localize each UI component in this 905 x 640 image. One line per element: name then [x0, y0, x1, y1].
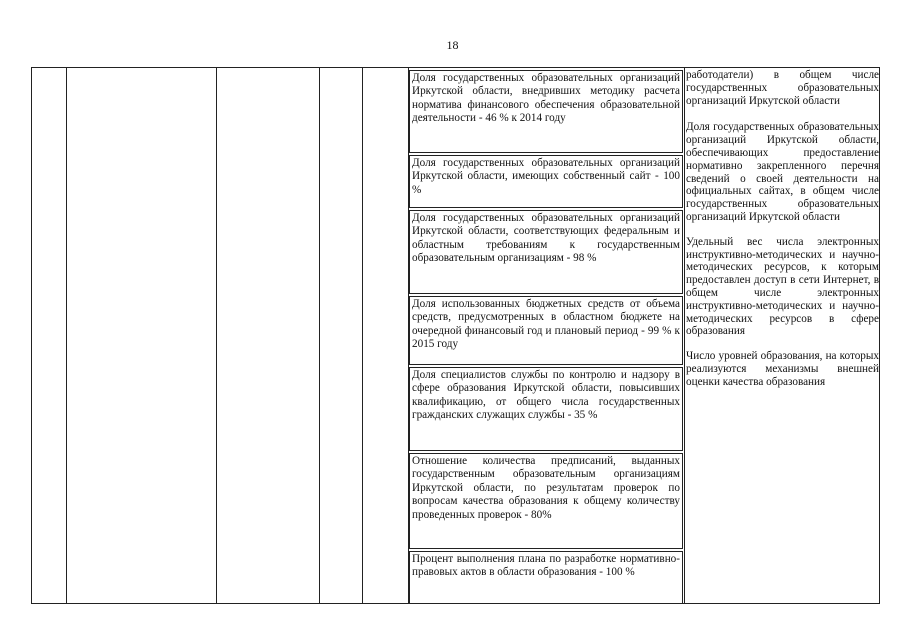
indicator-cell-1: Доля государственных образовательных организаций Иркутской области, внедривших методику расчета норматива финансового обеспечения образовательной деятельности - 46 % к 2014 году: [409, 70, 683, 153]
description-text-1: работодатели) в общем числе государственных образовательных организаций Иркутской области: [686, 69, 879, 107]
description-text-4: Число уровней образования, на которых реализуются механизмы внешней оценки качества образования: [686, 350, 879, 388]
page-number: 18: [446, 38, 459, 52]
indicator-cell-6: Отношение количества предписаний, выданных государственным образовательным организациям Иркутской области, по результатам проверок по вопросам качества образования к общему количеству проведенных проверок - 80%: [409, 453, 683, 549]
indicator-cell-4: Доля использованных бюджетных средств от объема средств, предусмотренных в областном бюджете на очередной финансовый год и плановый период - 99 % к 2015 году: [409, 296, 683, 365]
indicator-cell-2: Доля государственных образовательных организаций Иркутской области, имеющих собственный сайт - 100 %: [409, 155, 683, 208]
column-divider: [216, 67, 217, 604]
indicator-descriptions: [686, 69, 879, 401]
indicator-cell-5: Доля специалистов службы по контролю и надзору в сфере образования Иркутской области, повысивших квалификацию, от общего числа государственных гражданских служащих службы - 35 %: [409, 367, 683, 451]
indicator-cell-7: Процент выполнения плана по разработке нормативно-правовых актов в области образования - 100 %: [409, 551, 683, 604]
column-divider: [319, 67, 320, 604]
indicator-cell-3: Доля государственных образовательных организаций Иркутской области, соответствующих федеральным и областным требованиям к государственным образовательным организациям - 98 %: [409, 210, 683, 294]
description-text-2: Доля государственных образовательных организаций Иркутской области, обеспечивающих предоставление нормативно закрепленного перечня сведений о своей деятельности на официальных сайтах, в общем числе государственных образовательных организаций Иркутской области: [686, 121, 879, 223]
column-divider: [66, 67, 67, 604]
column-divider: [362, 67, 363, 604]
column-divider: [684, 67, 685, 604]
description-text-3: Удельный вес числа электронных инструктивно-методических и научно-методических ресурсов, к которым предоставлен доступ в сети Интернет, в общем числе электронных инструктивно-методических и научно-методических ресурсов в сфере образования: [686, 235, 879, 338]
